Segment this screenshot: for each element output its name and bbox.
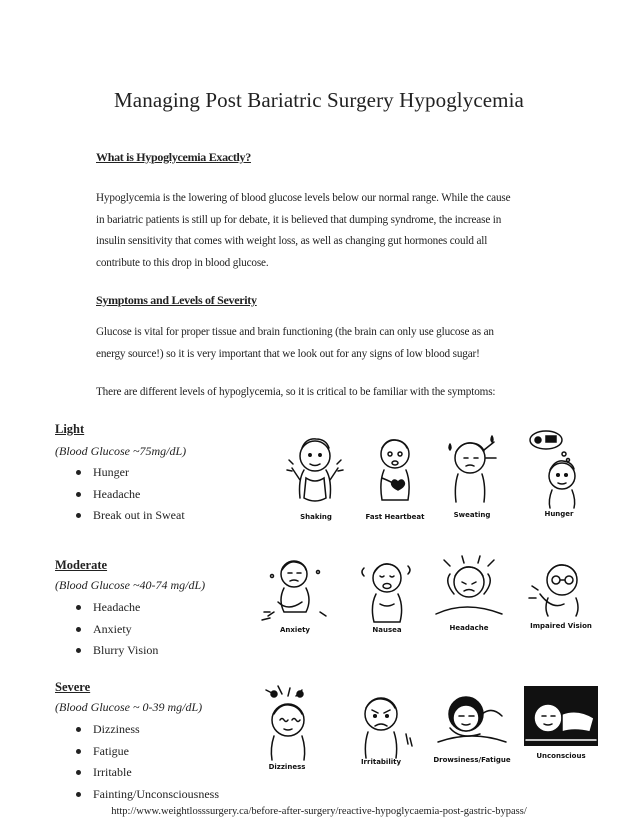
illustration-caption: Anxiety — [280, 626, 310, 634]
hunger-illustration — [524, 428, 590, 510]
level-severe-title: Severe — [55, 680, 91, 694]
level-severe-symptom-list — [75, 719, 219, 805]
illustration-caption: Nausea — [372, 626, 402, 634]
irritability-illustration — [348, 688, 414, 762]
drowsiness-fatigue-illustration — [432, 684, 512, 756]
illustration-caption: Drowsiness/Fatigue — [433, 756, 511, 764]
illustration-caption: Hunger — [544, 510, 574, 518]
sweating-illustration — [440, 430, 504, 510]
illustration-caption: Unconscious — [536, 752, 586, 760]
level-moderate-symptom-list — [75, 597, 158, 662]
list-item: Headache — [75, 597, 158, 619]
nausea-illustration — [354, 556, 420, 626]
list-item: Fainting/Unconsciousness — [75, 784, 219, 806]
impaired-vision-illustration — [524, 554, 596, 624]
shaking-illustration — [284, 430, 346, 512]
level-light-symptom-list — [75, 462, 185, 527]
list-item: Dizziness — [75, 719, 219, 741]
list-item: Hunger — [75, 462, 185, 484]
list-item: Anxiety — [75, 619, 158, 641]
illustration-caption: Shaking — [300, 513, 332, 521]
fast-heartbeat-illustration — [364, 432, 426, 512]
paragraph-line: in bariatric patients is still up for debate, it is believed that dumping syndrome, the increase in — [96, 213, 502, 226]
headache-illustration — [432, 552, 506, 624]
illustration-caption: Irritability — [360, 758, 402, 766]
level-moderate-title: Moderate — [55, 558, 108, 572]
paragraph-line: contribute to this drop in blood glucose. — [96, 256, 269, 269]
illustration-caption: Impaired Vision — [530, 622, 592, 630]
paragraph-line: Glucose is vital for proper tissue and brain functioning (the brain can only use glucose as an — [96, 326, 494, 338]
section-heading-what-is: What is Hypoglycemia Exactly? — [96, 150, 251, 164]
paragraph-line: Hypoglycemia is the lowering of blood glucose levels below our normal range. While the cause — [96, 192, 511, 204]
paragraph-line: energy source!) so it is very important that we look out for any signs of low blood sugar! — [96, 347, 480, 360]
section-symptoms-paragraph — [96, 322, 566, 365]
list-item: Break out in Sweat — [75, 505, 185, 527]
anxiety-illustration — [258, 556, 332, 626]
section-what-is-paragraph — [96, 188, 566, 274]
page-title: Managing Post Bariatric Surgery Hypoglycemia — [114, 88, 524, 112]
illustration-caption: Sweating — [453, 511, 491, 519]
illustration-caption: Fast Heartbeat — [365, 513, 425, 521]
list-item: Headache — [75, 484, 185, 506]
paragraph-line: insulin sensitivity that comes with weight loss, as well as changing gut hormones could all — [96, 235, 488, 247]
section-symptoms-intro: There are different levels of hypoglycemia, so it is critical to be familiar with the symptoms: — [96, 386, 496, 398]
dizziness-illustration — [256, 684, 322, 766]
section-heading-symptoms: Symptoms and Levels of Severity — [96, 293, 257, 307]
list-item: Fatigue — [75, 741, 219, 763]
list-item: Blurry Vision — [75, 640, 158, 662]
illustration-caption: Headache — [449, 624, 489, 632]
level-light-subtitle: (Blood Glucose ~75mg/dL) — [55, 444, 187, 458]
illustration-caption: Dizziness — [268, 763, 306, 771]
list-item: Irritable — [75, 762, 219, 784]
level-moderate-subtitle: (Blood Glucose ~40-74 mg/dL) — [55, 578, 206, 592]
source-url[interactable]: http://www.weightlosssurgery.ca/before-after-surgery/reactive-hypoglycaemia-post-gastric-bypass/ — [111, 806, 527, 817]
level-severe-subtitle: (Blood Glucose ~ 0-39 mg/dL) — [55, 700, 203, 714]
level-light-title: Light — [55, 422, 85, 436]
unconscious-illustration — [522, 684, 600, 750]
